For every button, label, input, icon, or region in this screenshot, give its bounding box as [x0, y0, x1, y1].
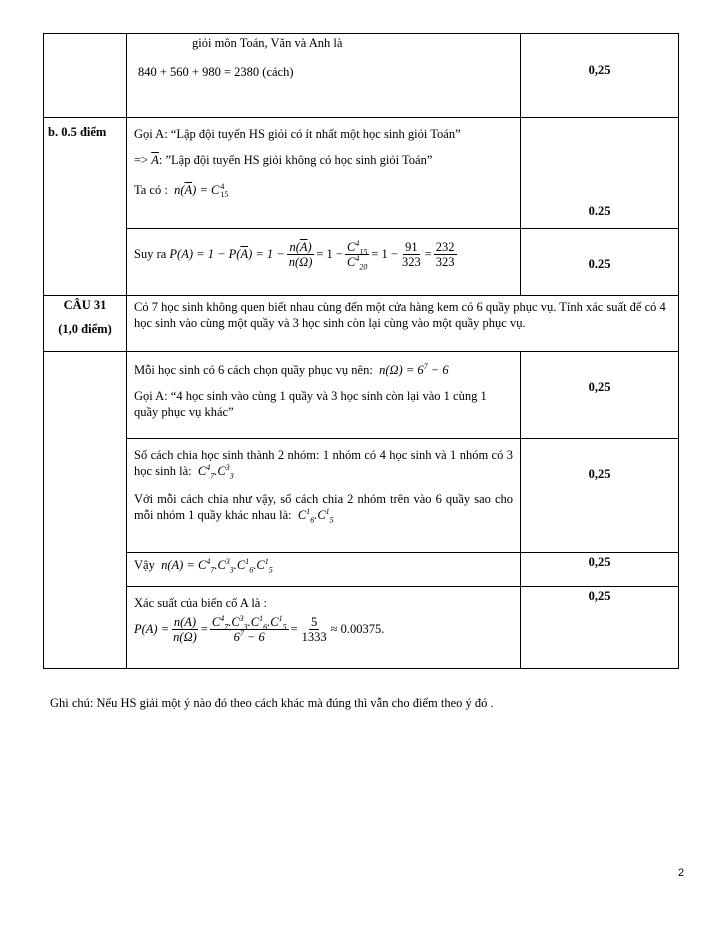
unit-text: (cách) — [262, 65, 294, 79]
sum-expression: 840 + 560 + 980 = 2380 — [138, 65, 260, 79]
fraction-numerator: 91 — [405, 240, 418, 254]
score-value: 0,25 — [588, 589, 611, 603]
score-cell — [521, 439, 679, 553]
content-cell — [127, 352, 521, 439]
row-cau31-header — [44, 296, 679, 352]
score-value: 0.25 — [588, 204, 611, 218]
text-line: giỏi môn Toán, Văn và Anh là — [192, 36, 343, 50]
score-cell — [521, 553, 679, 587]
count-a-line: Vậy $n(A) = C^4_7.C^3_3.C^1_6.C^1_5$ — [134, 556, 273, 575]
row-part-b-result — [44, 229, 679, 296]
footnote: Ghi chú: Nếu HS giải một ý nào đó theo cách khác mà đúng thì vẫn cho điểm theo ý đó . — [50, 696, 494, 710]
score-value: 0,25 — [588, 380, 611, 394]
question-points: (1,0 điểm) — [58, 322, 112, 336]
probability-formula: P(A) = $\frac{n(A)}{n(\Omega)}$ = $\frac{C^4_7.C^3_3.C^1_6.C^1_5}{6^7 - 6}$ = $\frac{5}{1333}$ ≈ 0.00375. — [134, 613, 385, 644]
row-step-4 — [44, 587, 679, 669]
label-cell-empty — [44, 352, 127, 669]
approx-value: ≈ 0.00375. — [330, 622, 385, 636]
fraction-denominator: 323 — [435, 255, 455, 269]
event-a-definition: Gọi A: “4 học sinh vào cùng 1 quầy và 3 học sinh còn lại vào 1 cùng 1 quầy phục vụ khác” — [134, 389, 487, 419]
content-cell — [127, 439, 521, 553]
label-cell-cau31 — [44, 296, 127, 352]
row-part-b — [44, 118, 679, 229]
content-cell — [127, 229, 521, 296]
problem-statement-cell — [127, 296, 679, 352]
formula-line — [134, 64, 513, 80]
group-split-line: Số cách chia học sinh thành 2 nhóm: 1 nhóm có 4 học sinh và 1 nhóm có 3 học sinh là: $C^4_7.C^3_3$ — [134, 448, 513, 481]
fraction-denominator: 1333 — [301, 630, 327, 644]
fraction-numerator: 232 — [435, 240, 455, 254]
content-cell — [127, 587, 521, 669]
taco-text: Ta có : — [134, 183, 168, 197]
content-cell — [127, 34, 521, 118]
taco-line: Ta có : $n(\overline{A}) = C$ 4 15 — [134, 182, 229, 200]
step1-text: Mỗi học sinh có 6 cách chọn quầy phục vụ nên: — [134, 363, 373, 377]
step2-text-b: Với mỗi cách chia như vậy, số cách chia 2 nhóm trên vào 6 quầy sao cho mỗi nhóm 1 quầy khác nhau là: — [134, 492, 513, 522]
implies-symbol: => — [134, 153, 149, 167]
event-a-definition: Gọi A: “Lập đội tuyển HS giỏi có ít nhất một học sinh giỏi Toán” — [134, 127, 461, 141]
row-part-a-end — [44, 34, 679, 118]
score-value: 0,25 — [588, 467, 611, 481]
fraction-numerator: 5 — [311, 615, 318, 629]
score-value: 0.25 — [588, 257, 611, 271]
grading-table — [43, 33, 679, 669]
score-cell — [521, 352, 679, 439]
label-cell-part-b — [44, 118, 127, 296]
part-b-label: b. 0.5 điểm — [48, 125, 107, 139]
probability-formula: Suy ra $P(A) = 1 - P(\overline{A}) = 1$ − $\frac{n(\overline{A})}{n(\Omega)}$ = 1 − $\frac{C^4_{15}}{C^4_{20}}$ = 1 − $\frac{91}{323}$ = $\frac{232}{323}$ — [134, 238, 455, 272]
score-cell — [521, 34, 679, 118]
page-number: 2 — [678, 867, 685, 879]
complement-line: => $\overline{A}$: ”Lập đội tuyển HS giỏi không có học sinh giỏi Toán” — [134, 153, 433, 167]
problem-statement: Có 7 học sinh không quen biết nhau cùng đến một cửa hàng kem có 6 quầy phục vụ. Tính xác suất để có 4 học sinh vào cùng một quầy và 3 học sinh còn lại cùng vào một quầy phục vụ. — [134, 300, 666, 330]
row-step-2 — [44, 439, 679, 553]
score-cell — [521, 118, 679, 229]
score-cell — [521, 229, 679, 296]
question-label: CÂU 31 — [63, 298, 107, 312]
step3-text: Vậy — [134, 558, 155, 572]
row-step-1 — [44, 352, 679, 439]
score-cell — [521, 587, 679, 669]
assign-counter-line: Với mỗi cách chia như vậy, số cách chia 2 nhóm trên vào 6 quầy sao cho mỗi nhóm 1 quầy khác nhau là: $C^1_6.C^1_5$ — [134, 492, 513, 525]
omega-line: Mỗi học sinh có 6 cách chọn quầy phục vụ nên: $n(\Omega) = 6^7 - 6$ — [134, 361, 449, 377]
content-cell — [127, 118, 521, 229]
row-step-3 — [44, 553, 679, 587]
step4-text: Xác suất của biến cố A là : — [134, 596, 267, 610]
score-value: 0,25 — [588, 555, 611, 569]
suyra-text: Suy ra — [134, 247, 167, 261]
probability-label — [134, 595, 513, 611]
complement-definition: : ”Lập đội tuyển HS giỏi không có học sinh giỏi Toán” — [158, 153, 433, 167]
fraction-denominator: 323 — [401, 255, 421, 269]
score-value: 0,25 — [588, 63, 611, 77]
content-cell — [127, 553, 521, 587]
step2-text: Số cách chia học sinh thành 2 nhóm: 1 nhóm có 4 học sinh và 1 nhóm có 3 học sinh là: — [134, 448, 513, 478]
label-cell-empty — [44, 34, 127, 118]
